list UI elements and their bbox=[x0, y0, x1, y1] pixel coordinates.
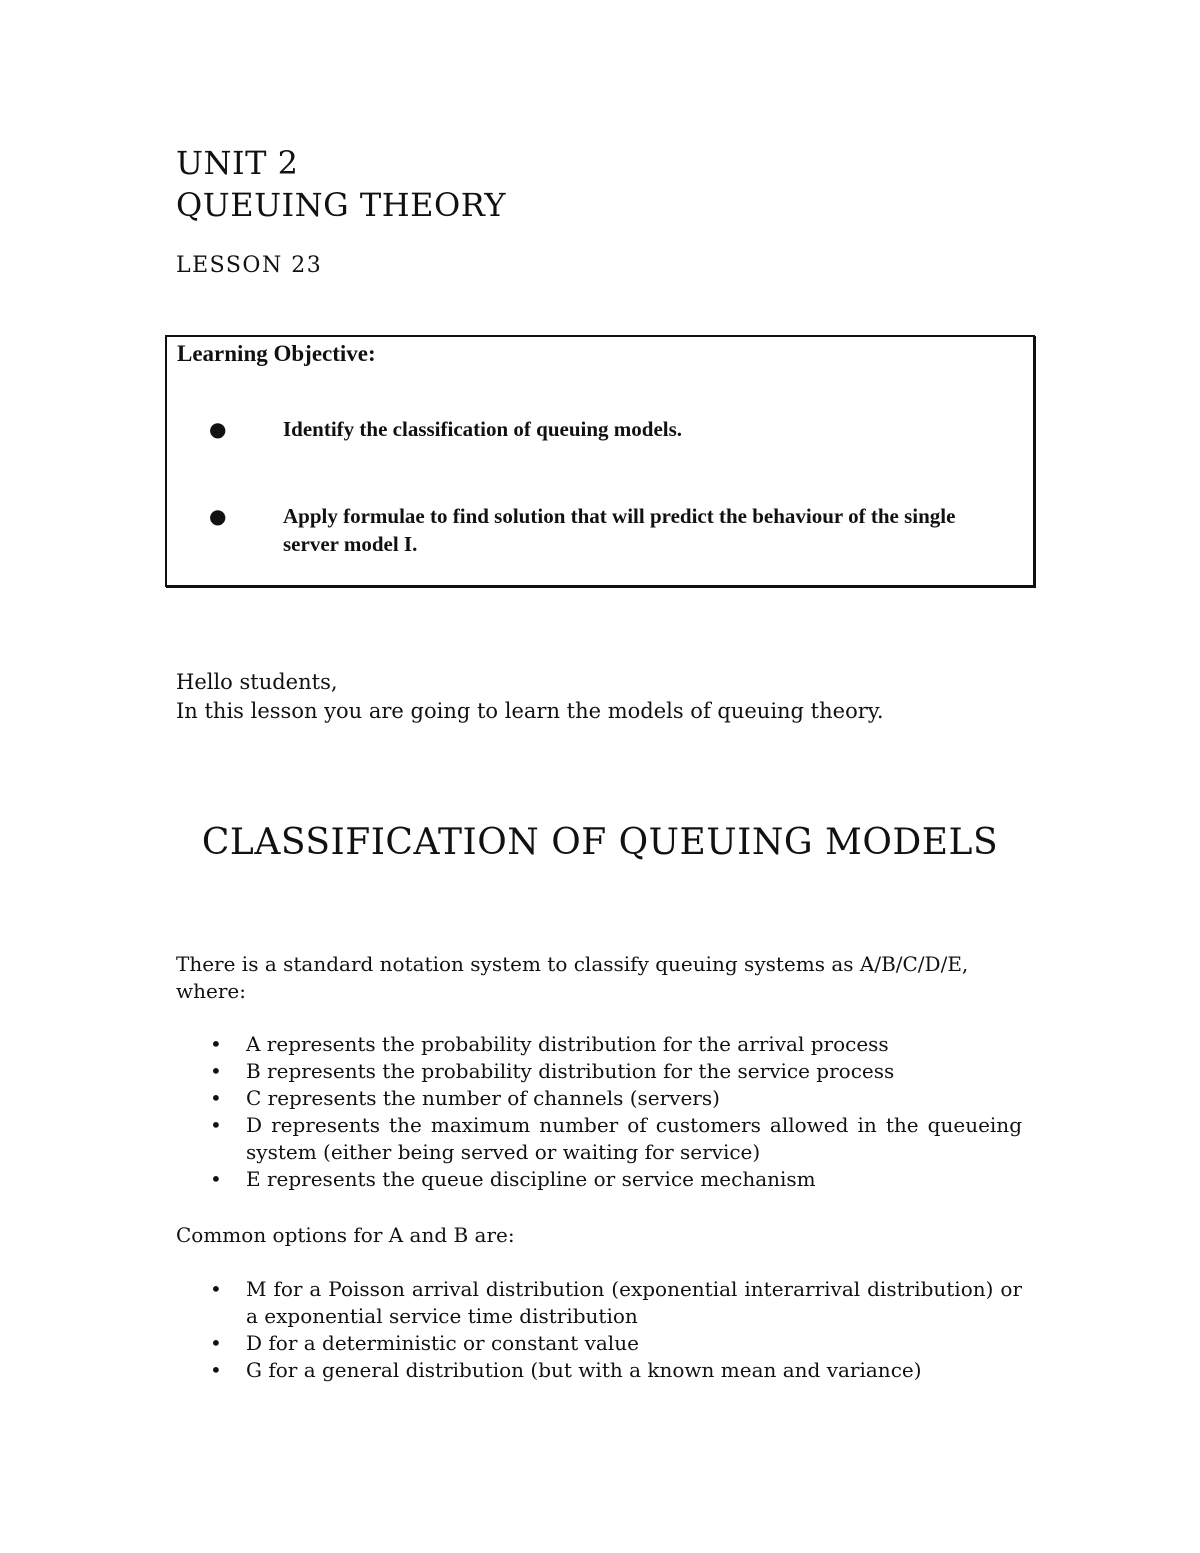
list-item bbox=[176, 1357, 1022, 1384]
lesson-number: LESSON 23 bbox=[176, 253, 323, 278]
options-list bbox=[176, 1276, 1022, 1384]
list-item-text: D for a deterministic or constant value bbox=[246, 1331, 639, 1355]
notation-list bbox=[176, 1031, 1022, 1193]
list-item-text: G for a general distribution (but with a known mean and variance) bbox=[246, 1358, 922, 1382]
greeting-line: Hello students, bbox=[176, 670, 338, 694]
list-item bbox=[176, 1276, 1022, 1330]
intro-line: In this lesson you are going to learn the models of queuing theory. bbox=[176, 699, 884, 723]
list-item-text: C represents the number of channels (servers) bbox=[246, 1086, 720, 1110]
unit-number: UNIT 2 bbox=[176, 144, 299, 182]
bullet-icon: ● bbox=[209, 504, 227, 528]
list-item bbox=[176, 1112, 1022, 1166]
objective-heading: Learning Objective: bbox=[177, 341, 376, 366]
list-item-text: M for a Poisson arrival distribution (exponential interarrival distribution) or a exponential service time distribution bbox=[246, 1277, 1022, 1328]
list-item-text: E represents the queue discipline or service mechanism bbox=[246, 1167, 816, 1191]
subject-title: QUEUING THEORY bbox=[176, 186, 506, 224]
list-item bbox=[176, 1330, 1022, 1357]
options-intro: Common options for A and B are: bbox=[176, 1223, 515, 1247]
bullet-icon: • bbox=[210, 1277, 222, 1301]
section-title: CLASSIFICATION OF QUEUING MODELS bbox=[201, 822, 999, 863]
greeting-paragraph bbox=[176, 668, 884, 726]
bullet-icon: • bbox=[210, 1059, 222, 1083]
list-item bbox=[176, 1166, 1022, 1193]
list-item bbox=[176, 1031, 1022, 1058]
bullet-icon: • bbox=[210, 1113, 222, 1137]
bullet-icon: ● bbox=[209, 417, 227, 441]
notation-intro: There is a standard notation system to classify queuing systems as A/B/C/D/E, where: bbox=[176, 952, 969, 1003]
bullet-icon: • bbox=[210, 1032, 222, 1056]
bullet-icon: • bbox=[210, 1167, 222, 1191]
learning-objective-box bbox=[165, 335, 1035, 587]
objective-text: Identify the classification of queuing models. bbox=[283, 417, 683, 441]
list-item bbox=[176, 1058, 1022, 1085]
list-item-text: D represents the maximum number of customers allowed in the queueing system (either being served or waiting for service) bbox=[246, 1113, 1022, 1164]
bullet-icon: • bbox=[210, 1331, 222, 1355]
bullet-icon: • bbox=[210, 1086, 222, 1110]
unit-heading bbox=[176, 142, 506, 226]
list-item bbox=[176, 1085, 1022, 1112]
list-item-text: B represents the probability distribution for the service process bbox=[246, 1059, 895, 1083]
objective-text: Apply formulae to find solution that will predict the behaviour of the single server model I. bbox=[283, 504, 956, 556]
list-item-text: A represents the probability distribution for the arrival process bbox=[246, 1032, 889, 1056]
bullet-icon: • bbox=[210, 1358, 222, 1382]
